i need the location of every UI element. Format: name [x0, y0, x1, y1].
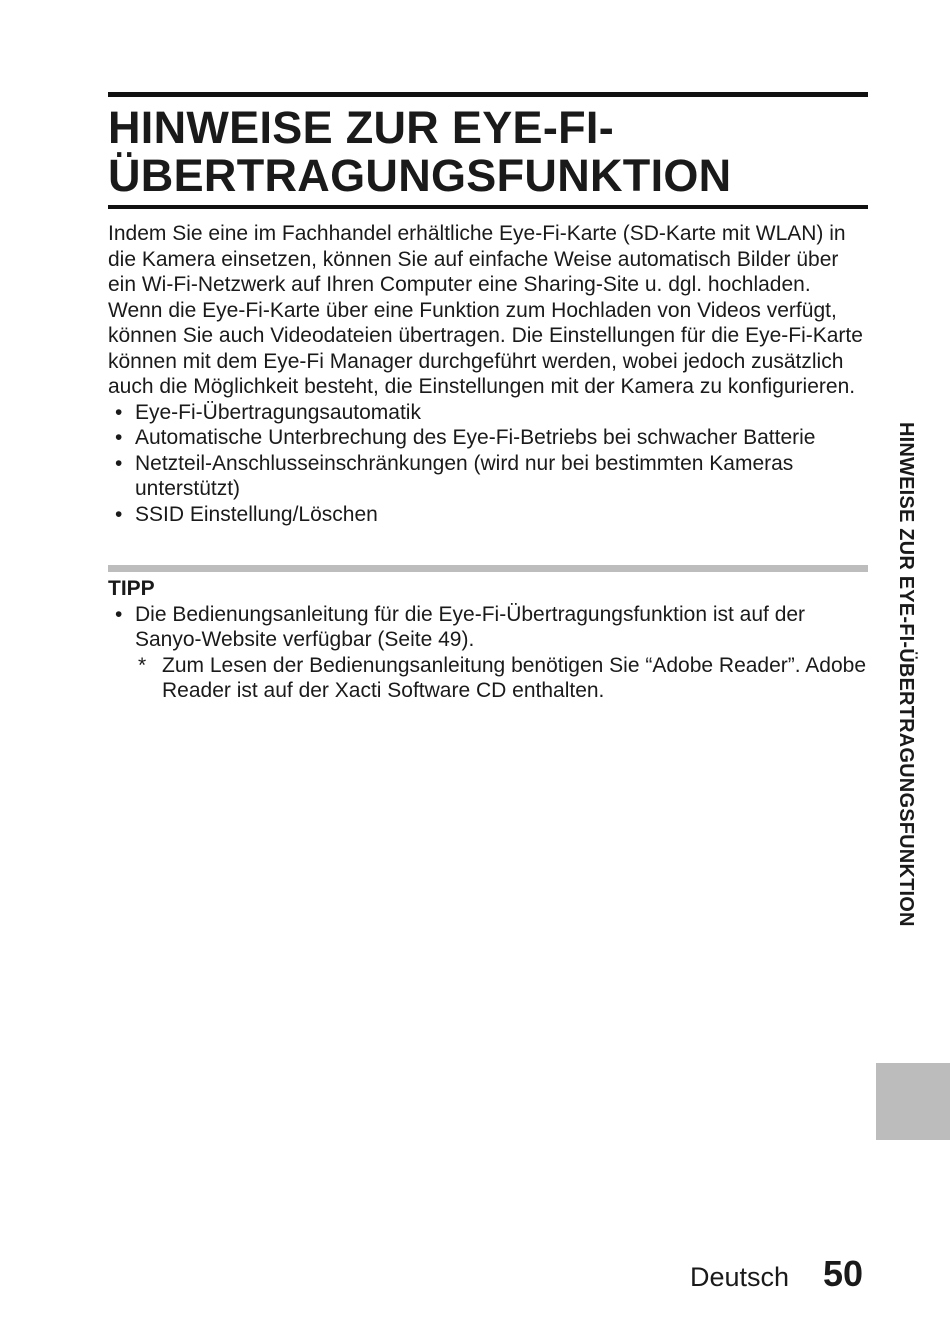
bullet-icon: • — [115, 502, 123, 526]
page-title — [108, 104, 868, 200]
bullet-icon: • — [115, 602, 123, 626]
bullet-icon: • — [115, 400, 123, 424]
side-chapter-tab — [876, 1063, 950, 1140]
feature-text: Eye-Fi-Übertragungsautomatik — [135, 400, 421, 424]
tip-note-text: Zum Lesen der Bedienungsanleitung benötigen Sie “Adobe Reader”. Adobe Reader ist auf der Xacti Software CD enthalten. — [162, 653, 867, 702]
tip-note — [108, 653, 868, 704]
tip-list — [108, 602, 868, 653]
list-item — [108, 400, 868, 426]
feature-text: SSID Einstellung/Löschen — [135, 502, 378, 526]
tip-heading: TIPP — [108, 577, 155, 600]
tip-section — [108, 576, 868, 704]
side-chapter-label: HINWEISE ZUR EYE-FI-ÜBERTRAGUNGSFUNKTION — [895, 422, 917, 927]
main-content — [108, 221, 868, 527]
bullet-icon: • — [115, 426, 123, 449]
feature-text: Automatische Unterbrechung des Eye-Fi-Betriebs bei schwacher Batterie — [135, 426, 816, 449]
feature-text: Netzteil-Anschlusseinschränkungen (wird nur bei bestimmten Kameras unterstützt) — [135, 451, 794, 500]
list-item — [108, 502, 868, 528]
page-title-line-2: ÜBERTRAGUNGSFUNKTION — [108, 150, 732, 201]
tip-text: Die Bedienungsanleitung für die Eye-Fi-Übertragungsfunktion ist auf der Sanyo-Website verfügbar (Seite 49). — [135, 602, 806, 651]
bullet-icon: • — [115, 451, 123, 475]
asterisk-icon: * — [138, 653, 147, 677]
tip-item — [108, 602, 868, 653]
page-title-line-1: HINWEISE ZUR EYE-FI- — [108, 102, 615, 153]
list-item — [108, 451, 868, 502]
title-top-rule — [108, 92, 868, 97]
page-number: 50 — [823, 1253, 864, 1294]
intro-paragraph: Indem Sie eine im Fachhandel erhältliche Eye-Fi-Karte (SD-Karte mit WLAN) in die Kamera einsetzen, können Sie auf einfache Weise automatisch Bilder über ein Wi-Fi-Netzwerk auf Ihren Computer eine Sharing-Site u. dgl. hochladen. Wenn die Eye-Fi-Karte über eine Funktion zum Hochladen von Videos verfügt, können Sie auch Videodateien übertragen. Die Einstellungen für die Eye-Fi-Karte können mit dem Eye-Fi Manager durchgeführt werden, wobei jedoch zusätzlich auch die Möglichkeit besteht, die Einstellungen mit der Kamera zu konfigurieren. — [108, 222, 863, 398]
tip-divider — [108, 565, 868, 572]
footer-language: Deutsch — [690, 1262, 790, 1292]
feature-list — [108, 400, 868, 528]
list-item — [108, 425, 868, 451]
title-bottom-rule — [108, 205, 868, 209]
